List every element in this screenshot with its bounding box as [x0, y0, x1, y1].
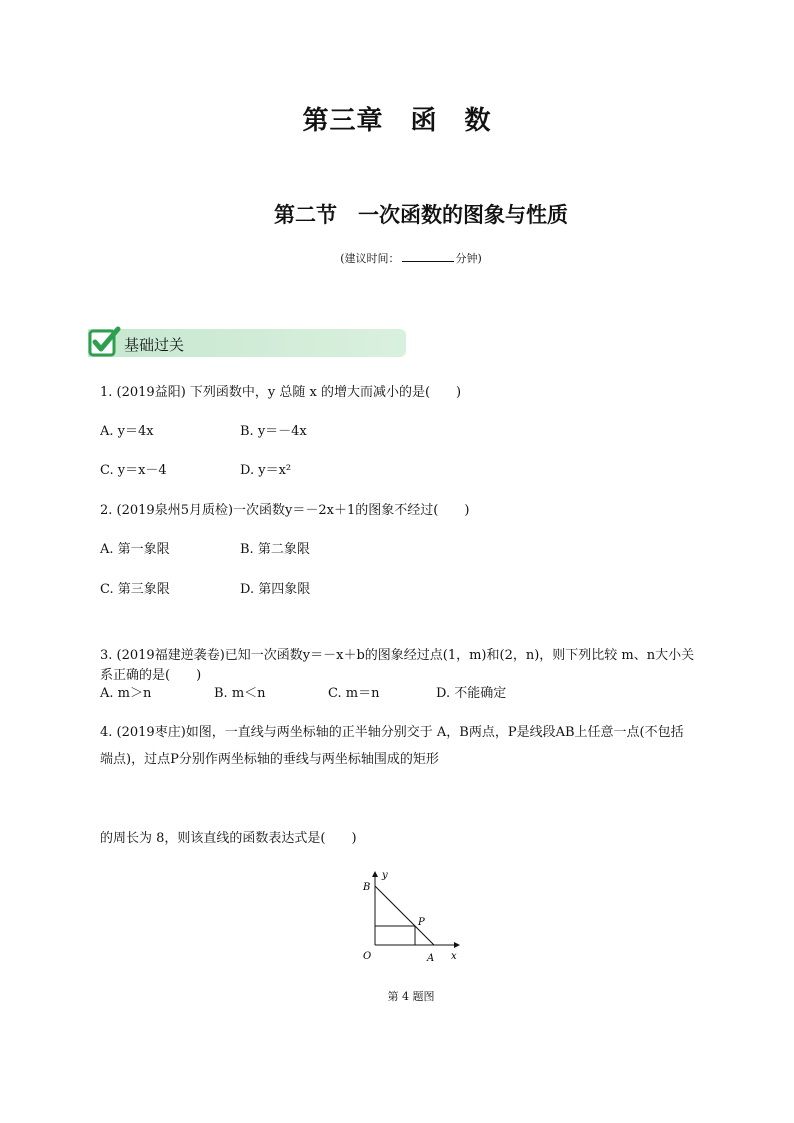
x-axis-label: x: [451, 951, 457, 962]
basic-level-banner: [88, 329, 406, 357]
question-3-stem-line-2: 系正确的是( ): [100, 668, 202, 683]
question-2-option-d[interactable]: D. 第四象限: [240, 582, 311, 597]
time-blank[interactable]: [402, 251, 454, 262]
question-4-figure: [355, 868, 465, 972]
suggested-time-prefix: (建议时间：: [340, 252, 400, 265]
y-axis-label: y: [382, 870, 388, 881]
point-b-label: B: [363, 882, 371, 893]
check-icon: [88, 325, 122, 359]
rectangle-from-p: [375, 926, 415, 945]
question-4-stem-line-3: 的周长为 8，则该直线的函数表达式是( ): [100, 831, 357, 846]
suggested-time-suffix: 分钟): [455, 252, 482, 265]
question-4-stem-line-1: 4. (2019枣庄)如图，一直线与两坐标轴的正半轴分别交于 A，B两点，P是线段AB上任意一点(不包括: [100, 725, 684, 740]
question-3-stem-line-1: 3. (2019福建逆袭卷)已知一次函数y＝－x＋b的图象经过点(1，m)和(2，n)，则下列比较 m、n大小关: [100, 648, 695, 663]
point-p-label: P: [418, 917, 425, 928]
question-4-stem-line-2: 端点)，过点P分别作两坐标轴的垂线与两坐标轴围成的矩形: [100, 752, 439, 767]
question-2-option-b[interactable]: B. 第二象限: [240, 542, 310, 557]
question-3-option-c[interactable]: C. m＝n: [328, 686, 380, 701]
figure-caption: 第 4 题图: [387, 990, 435, 1003]
chapter-title: 第三章 函 数: [302, 106, 492, 136]
point-a-label: A: [427, 953, 435, 964]
question-1-option-d[interactable]: D. y＝x²: [240, 463, 292, 478]
question-2-option-c[interactable]: C. 第三象限: [100, 582, 170, 597]
question-3-option-d[interactable]: D. 不能确定: [436, 686, 507, 701]
suggested-time: [0, 250, 794, 266]
origin-label: O: [363, 951, 372, 962]
question-1-stem: 1. (2019益阳) 下列函数中，y 总随 x 的增大而减小的是( ): [100, 385, 462, 400]
question-2-option-a[interactable]: A. 第一象限: [100, 542, 170, 557]
question-1-option-a[interactable]: A. y＝4x: [100, 424, 154, 439]
question-1-option-c[interactable]: C. y＝x－4: [100, 463, 167, 478]
line-ab: [375, 886, 434, 945]
question-3-option-b[interactable]: B. m＜n: [214, 686, 266, 701]
question-2-stem: 2. (2019泉州5月质检)一次函数y＝－2x＋1的图象不经过( ): [100, 503, 470, 518]
section-title: 第二节 一次函数的图象与性质: [274, 203, 568, 227]
banner-label: 基础过关: [124, 336, 185, 354]
question-1-option-b[interactable]: B. y＝－4x: [240, 424, 307, 439]
question-3-option-a[interactable]: A. m＞n: [100, 686, 152, 701]
